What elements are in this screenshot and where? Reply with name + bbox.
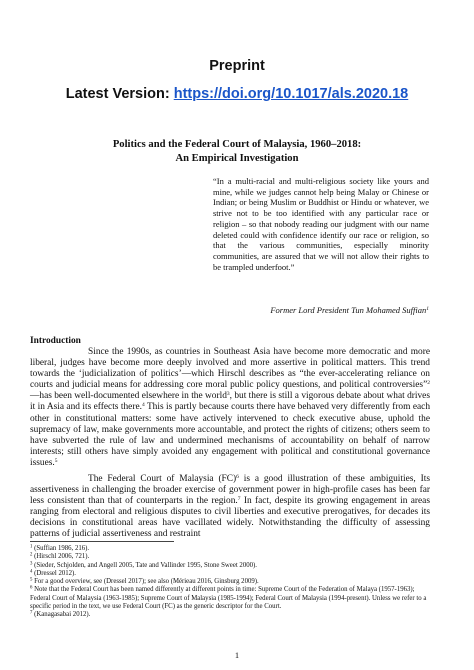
- section-heading-introduction: Introduction: [30, 336, 81, 346]
- footnote-number: 7: [30, 610, 33, 616]
- footnote-text: (Sieder, Schjolden, and Angell 2005, Tate and Vallinder 1995, Stone Sweet 2000).: [32, 561, 257, 569]
- text-run: This is partly because courts there have behaved very differently from each other in constitutional matters: some have actively intervened to check executive abuse, uphold the supremacy of law, make governments more accountable, and protect the rights of citizens; others seem to have subverted the rule of law and undermined mechanisms of accountability on behalf of narrow interests; still others have simply avoided any engagement with political and constitutional governance issues.: [30, 402, 431, 468]
- footnote-text: (Kanagasabai 2012).: [32, 611, 91, 619]
- paper-title-line-1: Politics and the Federal Court of Malaysia, 1960–2018:: [112, 139, 362, 150]
- footnote: [30, 611, 430, 619]
- text-run: , but there is still a vigorous debate about what drives it in Asia and its effects there.: [30, 391, 430, 413]
- footnote-text: For a good overview, see (Dressel 2017); see also (Mérieau 2016, Ginsburg 2009).: [32, 578, 259, 586]
- footnote: [30, 545, 430, 553]
- preprint-label: Preprint: [209, 58, 265, 74]
- text-run: Since the 1990s, as countries in Southeast Asia have become more democratic and more liberal, judges have become more deeply involved and more assertive in political matters. This trend towards the ‘judicialization of politics’—which Hirschl describes as “the ever-accelerating reliance on courts and judicial means for addressing core moral public policy questions, and political controversies”: [30, 347, 430, 391]
- footnote-separator: [30, 541, 174, 542]
- footnote-ref[interactable]: 1: [426, 306, 429, 312]
- footnote-text: (Dressel 2012).: [32, 569, 77, 577]
- footnote-ref[interactable]: 7: [237, 496, 241, 503]
- doi-link[interactable]: https://doi.org/10.1017/als.2020.18: [173, 86, 409, 102]
- intro-paragraph-2: [30, 474, 430, 541]
- footnote: [30, 570, 430, 578]
- latest-version-line: [0, 86, 474, 102]
- footnote-number: 6: [30, 585, 33, 591]
- footnote-ref[interactable]: 5: [54, 457, 58, 464]
- attribution-text: Former Lord President Tun Mohamed Suffian: [270, 305, 427, 315]
- text-run: The Federal Court of Malaysia (FC): [88, 474, 237, 484]
- footnote-number: 1: [30, 544, 33, 550]
- latest-version-label: Latest Version:: [65, 86, 170, 102]
- footnote-number: 2: [30, 552, 33, 558]
- footnote: [30, 586, 430, 611]
- footnote-ref[interactable]: 3: [226, 391, 230, 398]
- footnote-ref[interactable]: 2: [427, 380, 430, 387]
- intro-paragraph-1: [30, 347, 430, 469]
- footnote-text: (Hirschl 2006, 721).: [32, 553, 90, 561]
- footnote-number: 4: [30, 569, 33, 575]
- footnote: [30, 553, 430, 561]
- footnote-text: (Suffian 1986, 216).: [32, 545, 90, 552]
- paper-title-line-2: An Empirical Investigation: [175, 153, 299, 164]
- text-run: is a good illustration of these ambiguities, Its assertiveness in challenging the broader exercise of government power in high-profile cases has been far less consistent than that of counterparts in the region.: [30, 474, 430, 507]
- footnote: [30, 562, 430, 570]
- epigraph-attribution: [213, 305, 429, 316]
- footnote-ref[interactable]: 6: [236, 474, 239, 480]
- epigraph-quote: “In a multi-racial and multi-religious society like yours and mine, while we judges cannot help being Malay or Chinese or Indian; or being Muslim or Buddhist or Hindu or whatever, we strive not to be too identified with any particular race or religion – so that nobody reading our judgment with our name deleted could with confidence identify our race or religion, so that the various communities, especially minority communities, are assured that we will not allow their rights to be trampled underfoot.”: [213, 176, 429, 272]
- text-run: —has been well-documented elsewhere in the world: [30, 391, 227, 402]
- page-number: 1: [234, 650, 240, 660]
- footnote-text: Note that the Federal Court has been named differently at different points in time: Supreme Court of the Federation of Malaya (1957-1963); Federal Court of Malaysia (1963-1985); Supreme Court of Malaysia (1985-1994); Federal Court of Malaysia (1994-present). Unless we refer to a specific period in the text, we use Federal Court (FC) as the generic descriptor for the Court.: [30, 586, 427, 611]
- footnote-number: 5: [30, 577, 33, 583]
- footnote-number: 3: [30, 561, 33, 567]
- text-run: In fact, despite its growing engagement in areas ranging from electoral and religious disputes to civil liberties and executive prerogatives, for decades its decisions in constitutional areas have vacillated widely. Notwithstanding the difficulty of assessing patterns of judicial assertiveness and restraint: [30, 496, 430, 540]
- footnote-ref[interactable]: 4: [141, 402, 145, 409]
- footnotes: [30, 545, 430, 620]
